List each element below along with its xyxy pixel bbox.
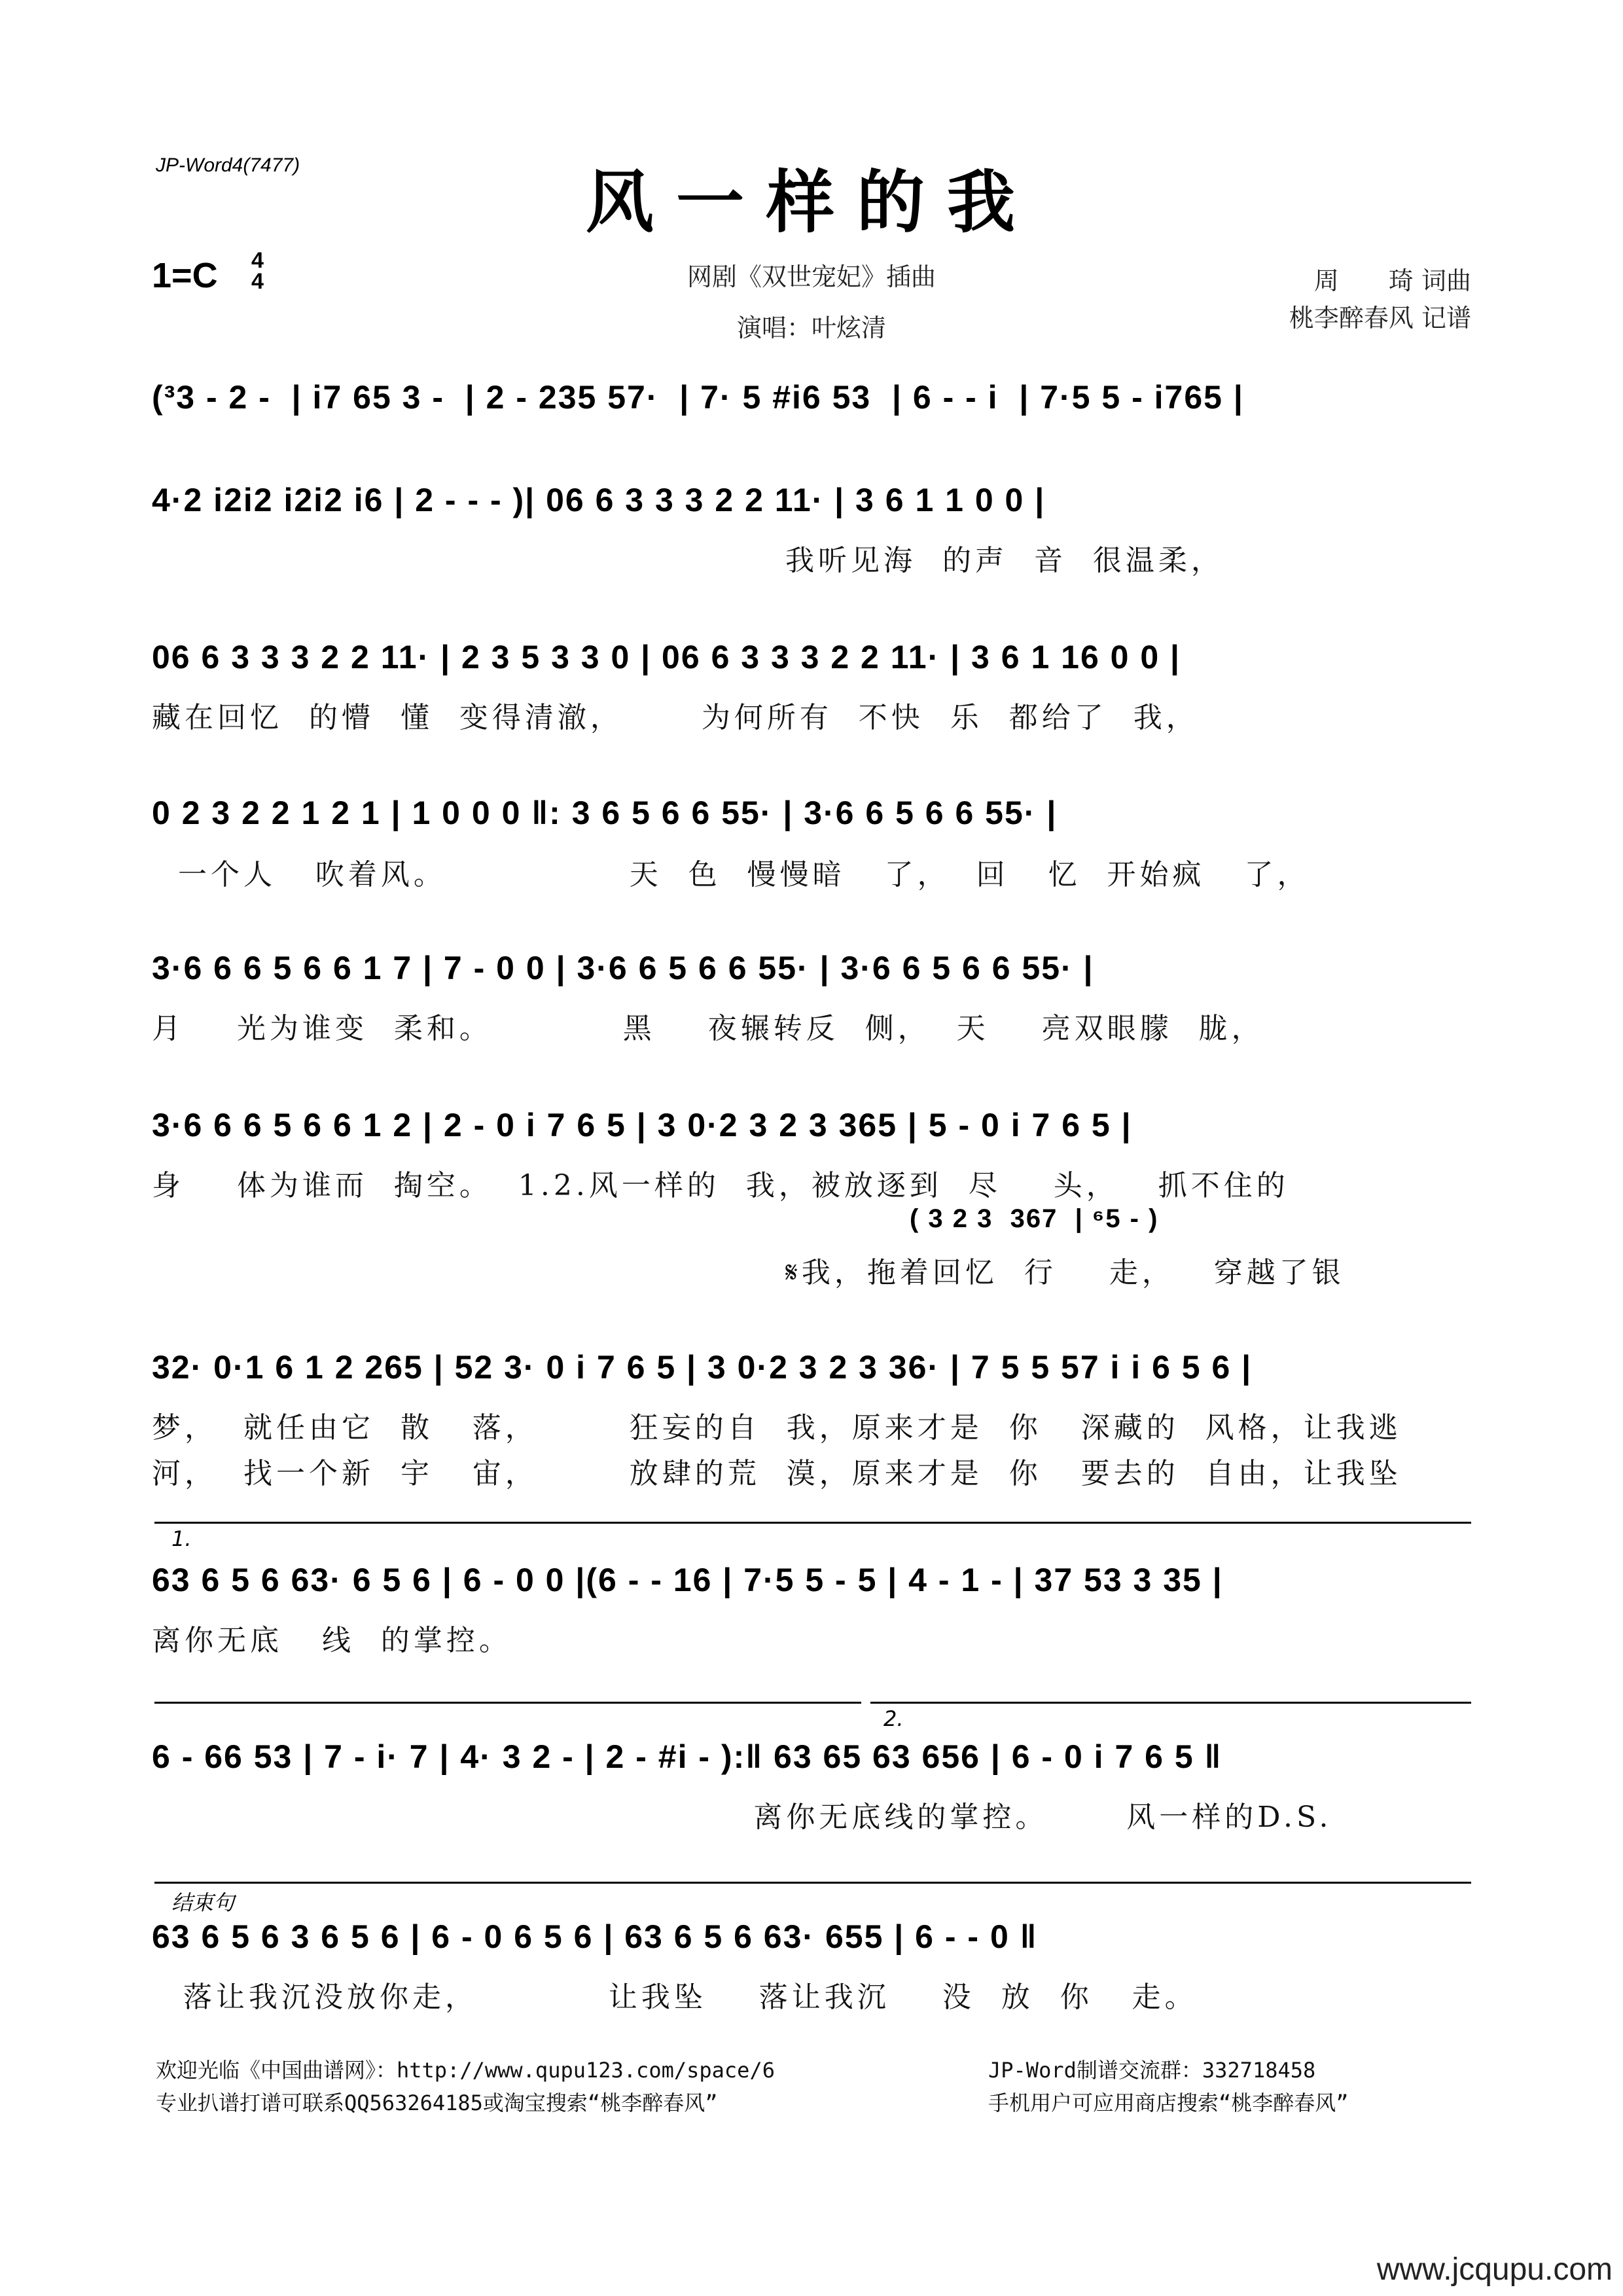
key-label: 1=C	[152, 256, 218, 295]
notes-system-3: 06 6 3 3 3 2 2 11· | 2 3 5 3 3 0 | 06 6 3 3 3 2 2 11· | 3 6 1 16 0 0 |	[152, 639, 1181, 675]
lyrics-system-5: 月 光为谁变 柔和。 黑 夜辗转反 侧， 天 亮双眼朦 胧，	[152, 1012, 1264, 1045]
software-watermark: JP-Word4(7477)	[156, 154, 300, 176]
footer-group-info: JP-Word制谱交流群：332718458	[988, 2058, 1316, 2083]
footer-contact-info: 专业扒谱打谱可联系QQ563264185或淘宝搜索“桃李醉春风”	[156, 2090, 718, 2115]
notes-system-9: 6 - 66 53 | 7 - i· 7 | 4· 3 2 - | 2 - #i - ):‖ 63 65 63 656 | 6 - 0 i 7 6 5 ‖	[152, 1738, 1222, 1775]
subtitle: 网剧《双世宠妃》插曲	[687, 262, 936, 291]
volta-bracket-1	[154, 1522, 1471, 1524]
footer-site-info: 欢迎光临《中国曲谱网》：http://www.qupu123.com/space/6	[156, 2058, 775, 2083]
lyrics-system-7-verse-1: 梦， 就任由它 散 落， 狂妄的自 我，原来才是 你 深藏的 风格，让我逃	[152, 1411, 1402, 1444]
ending-bracket	[154, 1882, 1471, 1884]
notes-system-8: 63 6 5 6 63· 6 5 6 | 6 - 0 0 |(6 - - 16 | 7·5 5 - 5 | 4 - 1 - | 37 53 3 35 |	[152, 1562, 1223, 1598]
alt-notes-system-6: ( 3 2 3 367 | ⁶5 - )	[910, 1204, 1159, 1233]
notes-system-10: 63 6 5 6 3 6 5 6 | 6 - 0 6 5 6 | 63 6 5 6 63· 655 | 6 - - 0 ‖	[152, 1918, 1038, 1955]
notes-system-4: 0 2 3 2 2 1 2 1 | 1 0 0 0 ‖: 3 6 5 6 6 55· | 3·6 6 5 6 6 55· |	[152, 795, 1058, 831]
time-top: 4	[251, 248, 264, 273]
volta-label-1: 1.	[171, 1526, 192, 1551]
notes-system-5: 3·6 6 6 5 6 6 1 7 | 7 - 0 0 | 3·6 6 5 6 6 55· | 3·6 6 5 6 6 55· |	[152, 950, 1094, 986]
lyrics-system-7-verse-2: 河， 找一个新 宇 宙， 放肆的荒 漠，原来才是 你 要去的 自由，让我坠	[152, 1457, 1402, 1490]
lyrics-system-8: 离你无底 线 的掌控。	[152, 1624, 512, 1657]
lyrics-system-4: 一个人 吹着风。 天 色 慢慢暗 了， 回 忆 开始疯 了，	[152, 858, 1310, 891]
notes-system-6: 3·6 6 6 5 6 6 1 2 | 2 - 0 i 7 6 5 | 3 0·2 3 2 3 365 | 5 - 0 i 7 6 5 |	[152, 1107, 1132, 1143]
footer-app-info: 手机用户可应用商店搜索“桃李醉春风”	[988, 2090, 1349, 2115]
lyrics-system-2: 我听见海 的声 音 很温柔，	[785, 544, 1224, 577]
lyrics-system-10: 落让我沉没放你走， 让我坠 落让我沉 没 放 你 走。	[183, 1981, 1198, 2014]
composer-credit: 周 琦 词曲	[1313, 266, 1471, 295]
notes-system-7: 32· 0·1 6 1 2 265 | 52 3· 0 i 7 6 5 | 3 0·2 3 2 3 36· | 7 5 5 57 i i 6 5 6 |	[152, 1349, 1253, 1386]
ending-label: 结束句	[171, 1890, 235, 1915]
song-title: 风一样的我	[585, 162, 1037, 242]
volta-label-2: 2.	[883, 1706, 904, 1731]
transcriber-credit: 桃李醉春风 记谱	[1289, 304, 1471, 332]
volta-bracket-1b	[154, 1702, 861, 1704]
volta-bracket-2	[870, 1702, 1471, 1704]
notes-system-2: 4·2 i2i2 i2i2 i6 | 2 - - - )| 06 6 3 3 3 2 2 11· | 3 6 1 1 0 0 |	[152, 482, 1046, 518]
lyrics-system-9: 离你无底线的掌控。 风一样的D.S.	[152, 1801, 1332, 1834]
lyrics-system-3: 藏在回忆 的懵 懂 变得清澈， 为何所有 不快 乐 都给了 我，	[152, 701, 1199, 734]
site-watermark: www.jcqupu.com	[1376, 2252, 1613, 2287]
lyrics-system-6: 身 体为谁而 掏空。 1.2.风一样的 我，被放逐到 尽 头， 抓不住的	[152, 1169, 1289, 1202]
time-bottom: 4	[251, 269, 264, 294]
alt-lyrics-system-6: 𝄋我，拖着回忆 行 走， 穿越了银	[785, 1256, 1345, 1289]
singer: 演唱：叶炫清	[736, 314, 886, 342]
notes-system-1: (³3 - 2 - | i7 65 3 - | 2 - 235 57· | 7· 5 #i6 53 | 6 - - i | 7·5 5 - i765 |	[152, 379, 1244, 416]
